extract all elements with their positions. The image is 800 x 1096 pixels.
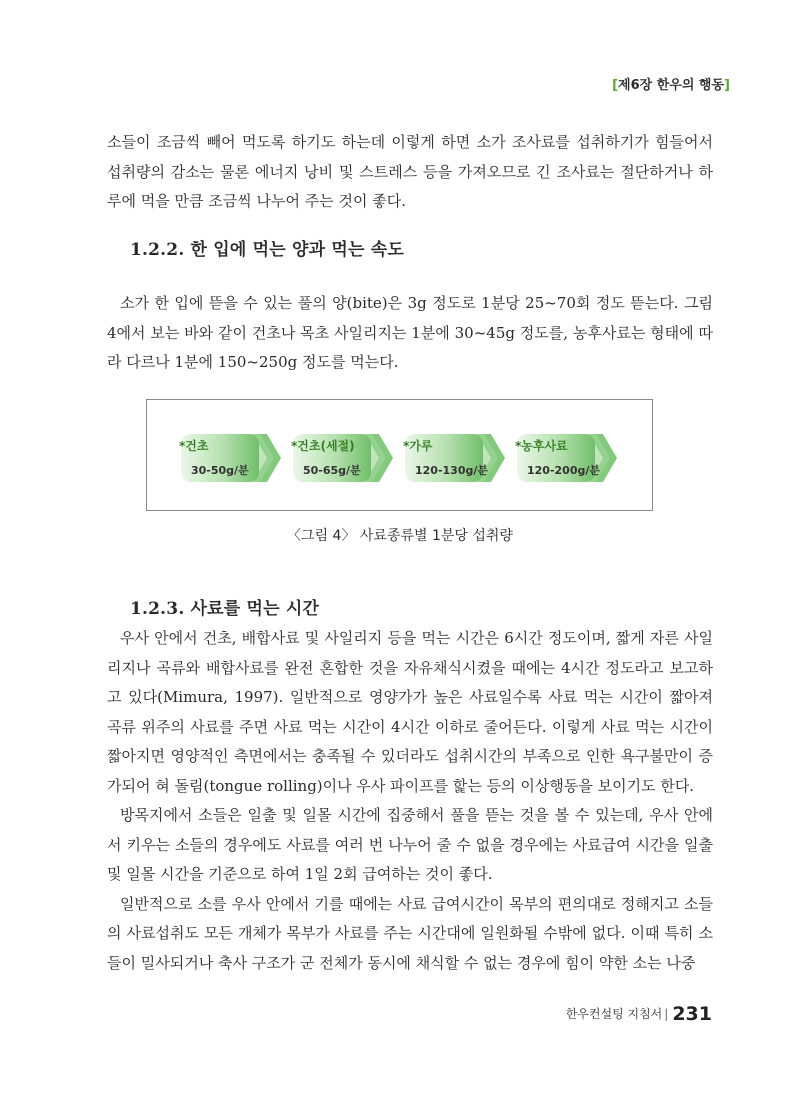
book-title: 한우컨설팅 지침서 (565, 1007, 663, 1021)
figure-item (515, 434, 617, 482)
page-footer (566, 1003, 712, 1025)
figure-item (291, 434, 393, 482)
figure-item-label: *건초 (179, 439, 209, 453)
paragraph-3b-text: 방목지에서 소들은 일출 및 일몰 시간에 집중해서 풀을 뜯는 것을 볼 수 있는데, 우사 안에서 키우는 소들의 경우에도 사료를 여러 번 나누어 줄 수 없을 경우에는 사료급여 시간을 일출 및 일몰 시간을 기준으로 하여 1일 2회 급여하는 것이 좋다. (107, 806, 713, 883)
intake-arrow-figure (147, 400, 652, 510)
bracket-close: ] (724, 78, 730, 93)
paragraph-3a-text: 우사 안에서 건초, 배합사료 및 사일리지 등을 먹는 시간은 6시간 정도이며, 짧게 자른 사일리지나 곡류와 배합사료를 완전 혼합한 것을 자유채식시켰을 때에는 4시간 정도라고 보고하고 있다(Mimura, 1997). 일반적으로 영양가가 높은 사료일수록 사료 먹는 시간이 짧아져 곡류 위주의 사료를 주면 사료 먹는 시간이 4시간 이하로 줄어든다. 이렇게 사료 먹는 시간이 짧아지면 영양적인 측면에서는 충족될 수 있더라도 섭취시간의 부족으로 인한 욕구불만이 증가되어 혀 돌림(tongue rolling)이나 우사 파이프를 핥는 등의 이상행동을 보이기도 한다. (107, 629, 713, 795)
paragraph-2 (107, 289, 713, 378)
figure-item (403, 434, 505, 482)
paragraph-1-text: 소들이 조금씩 빼어 먹도록 하기도 하는데 이렇게 하면 소가 조사료를 섭취하기가 힘들어서 섭취량의 감소는 물론 에너지 낭비 및 스트레스 등을 가져오므로 긴 조사료는 절단하거나 하루에 먹을 만큼 조금씩 나누어 주는 것이 좋다. (107, 133, 713, 210)
bracket-open: [ (612, 78, 619, 93)
figure-4-caption: 〈그림 4〉 사료종류별 1분당 섭취량 (287, 528, 513, 544)
paragraph-3 (107, 624, 713, 978)
figure-4-box (146, 399, 653, 511)
chapter-title: 제6장 한우의 행동 (618, 78, 725, 93)
figure-item-value: 120-130g/분 (415, 464, 489, 477)
figure-item-value: 50-65g/분 (303, 464, 361, 477)
figure-item-value: 30-50g/분 (191, 464, 249, 477)
figure-item-value: 120-200g/분 (527, 464, 601, 477)
chapter-header (612, 74, 730, 93)
figure-item-label: *농후사료 (515, 439, 568, 453)
paragraph-2-text: 소가 한 입에 뜯을 수 있는 풀의 양(bite)은 3g 정도로 1분당 25~70회 정도 뜯는다. 그림 4에서 보는 바와 같이 건초나 목초 사일리지는 1분에 30~45g 정도를, 농후사료는 형태에 따라 다르나 1분에 150~250g 정도를 먹는다. (107, 294, 713, 371)
paragraph-1 (107, 128, 713, 217)
figure-item (179, 434, 281, 482)
section-heading-1-2-2: 1.2.2. 한 입에 먹는 양과 먹는 속도 (130, 240, 404, 260)
paragraph-3c-text: 일반적으로 소를 우사 안에서 기를 때에는 사료 급여시간이 목부의 편의대로 정해지고 소들의 사료섭취도 모든 개체가 목부가 사료를 주는 시간대에 일원화될 수밖에 없다. 이때 특히 소들이 밀사되거나 축사 구조가 군 전체가 동시에 채식할 수 없는 경우에 힘이 약한 소는 나중 (107, 894, 713, 972)
figure-item-label: *가루 (403, 439, 433, 453)
page-number: 231 (672, 1003, 712, 1025)
footer-separator: | (664, 1007, 669, 1021)
figure-item-label: *건초(세절) (291, 439, 355, 453)
section-heading-1-2-3: 1.2.3. 사료를 먹는 시간 (130, 599, 320, 619)
